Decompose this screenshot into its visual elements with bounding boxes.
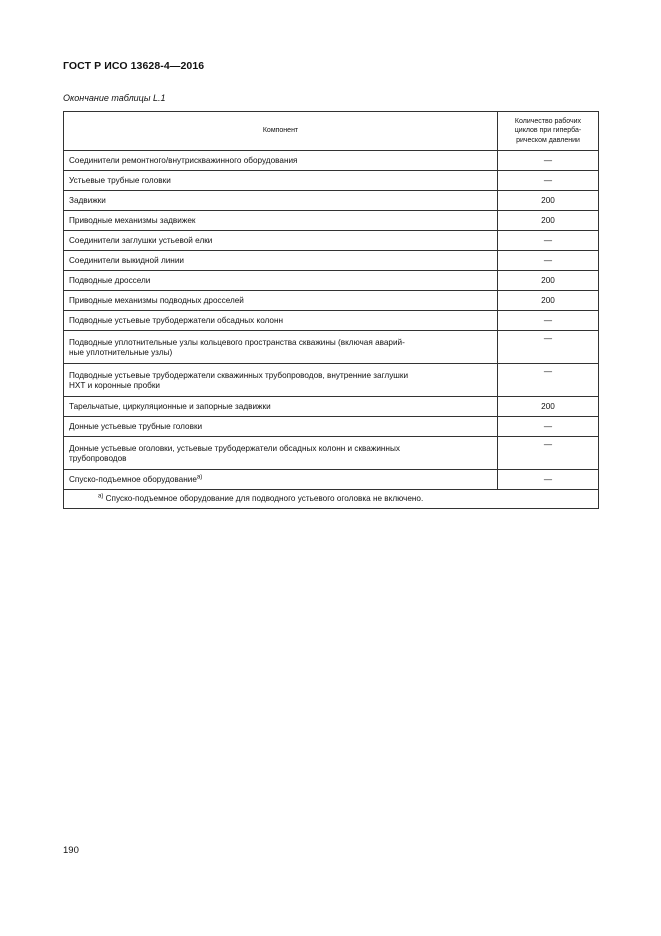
value-cell: — — [498, 311, 599, 331]
table-row — [64, 171, 599, 191]
component-cell: Соединители ремонтного/внутрискважинного оборудования — [64, 151, 498, 171]
value-cell: — — [498, 437, 599, 470]
value-cell: — — [498, 251, 599, 271]
component-cell: Подводные устьевые трубодержатели скважинных трубопроводов, внутренние заглушки НХТ и коронные пробки — [64, 364, 498, 397]
table-row — [64, 364, 599, 397]
table-row — [64, 151, 599, 171]
table-header-row — [64, 112, 599, 151]
table-row — [64, 231, 599, 251]
value-cell: — — [498, 171, 599, 191]
component-cell: Устьевые трубные головки — [64, 171, 498, 191]
footnote-cell — [64, 490, 599, 509]
component-cell: Подводные дроссели — [64, 271, 498, 291]
footnote-ref: a) — [196, 473, 203, 480]
component-cell: Донные устьевые оголовки, устьевые трубодержатели обсадных колонн и скважинных трубопроводов — [64, 437, 498, 470]
table-row — [64, 331, 599, 364]
column-header-cycles: Количество рабочих циклов при гиперба- рическом давлении — [498, 112, 599, 151]
document-header: ГОСТ Р ИСО 13628-4—2016 — [63, 60, 205, 72]
value-cell: 200 — [498, 191, 599, 211]
component-cell: Тарельчатые, циркуляционные и запорные задвижки — [64, 397, 498, 417]
component-cell: Приводные механизмы задвижек — [64, 211, 498, 231]
component-cell: Соединители выкидной линии — [64, 251, 498, 271]
table-row — [64, 470, 599, 490]
component-cell: Донные устьевые трубные головки — [64, 417, 498, 437]
value-cell: 200 — [498, 211, 599, 231]
value-cell: — — [498, 151, 599, 171]
component-cell: Задвижки — [64, 191, 498, 211]
page-number: 190 — [63, 845, 79, 856]
table-row — [64, 417, 599, 437]
footnote-row — [64, 490, 599, 509]
table-row — [64, 271, 599, 291]
value-cell: 200 — [498, 397, 599, 417]
value-cell: 200 — [498, 271, 599, 291]
value-cell: — — [498, 331, 599, 364]
component-cell: Соединители заглушки устьевой елки — [64, 231, 498, 251]
component-text: Спуско-подъемное оборудование — [69, 474, 197, 484]
value-cell: 200 — [498, 291, 599, 311]
column-header-component: Компонент — [64, 112, 498, 151]
footnote-marker: a) — [98, 493, 104, 500]
table-row — [64, 191, 599, 211]
table-caption: Окончание таблицы L.1 — [63, 93, 166, 103]
value-cell: — — [498, 470, 599, 490]
table-row — [64, 437, 599, 470]
table-row — [64, 211, 599, 231]
value-cell: — — [498, 417, 599, 437]
table-row — [64, 397, 599, 417]
table-row — [64, 291, 599, 311]
component-cell — [64, 470, 498, 490]
component-cell: Подводные устьевые трубодержатели обсадных колонн — [64, 311, 498, 331]
component-cell: Приводные механизмы подводных дросселей — [64, 291, 498, 311]
table-row — [64, 311, 599, 331]
footnote-text: Спуско-подъемное оборудование для подводного устьевого оголовка не включено. — [105, 494, 424, 503]
value-cell: — — [498, 231, 599, 251]
components-table — [63, 111, 599, 509]
component-cell: Подводные уплотнительные узлы кольцевого пространства скважины (включая аварий- ные уплотнительные узлы) — [64, 331, 498, 364]
table-row — [64, 251, 599, 271]
value-cell: — — [498, 364, 599, 397]
